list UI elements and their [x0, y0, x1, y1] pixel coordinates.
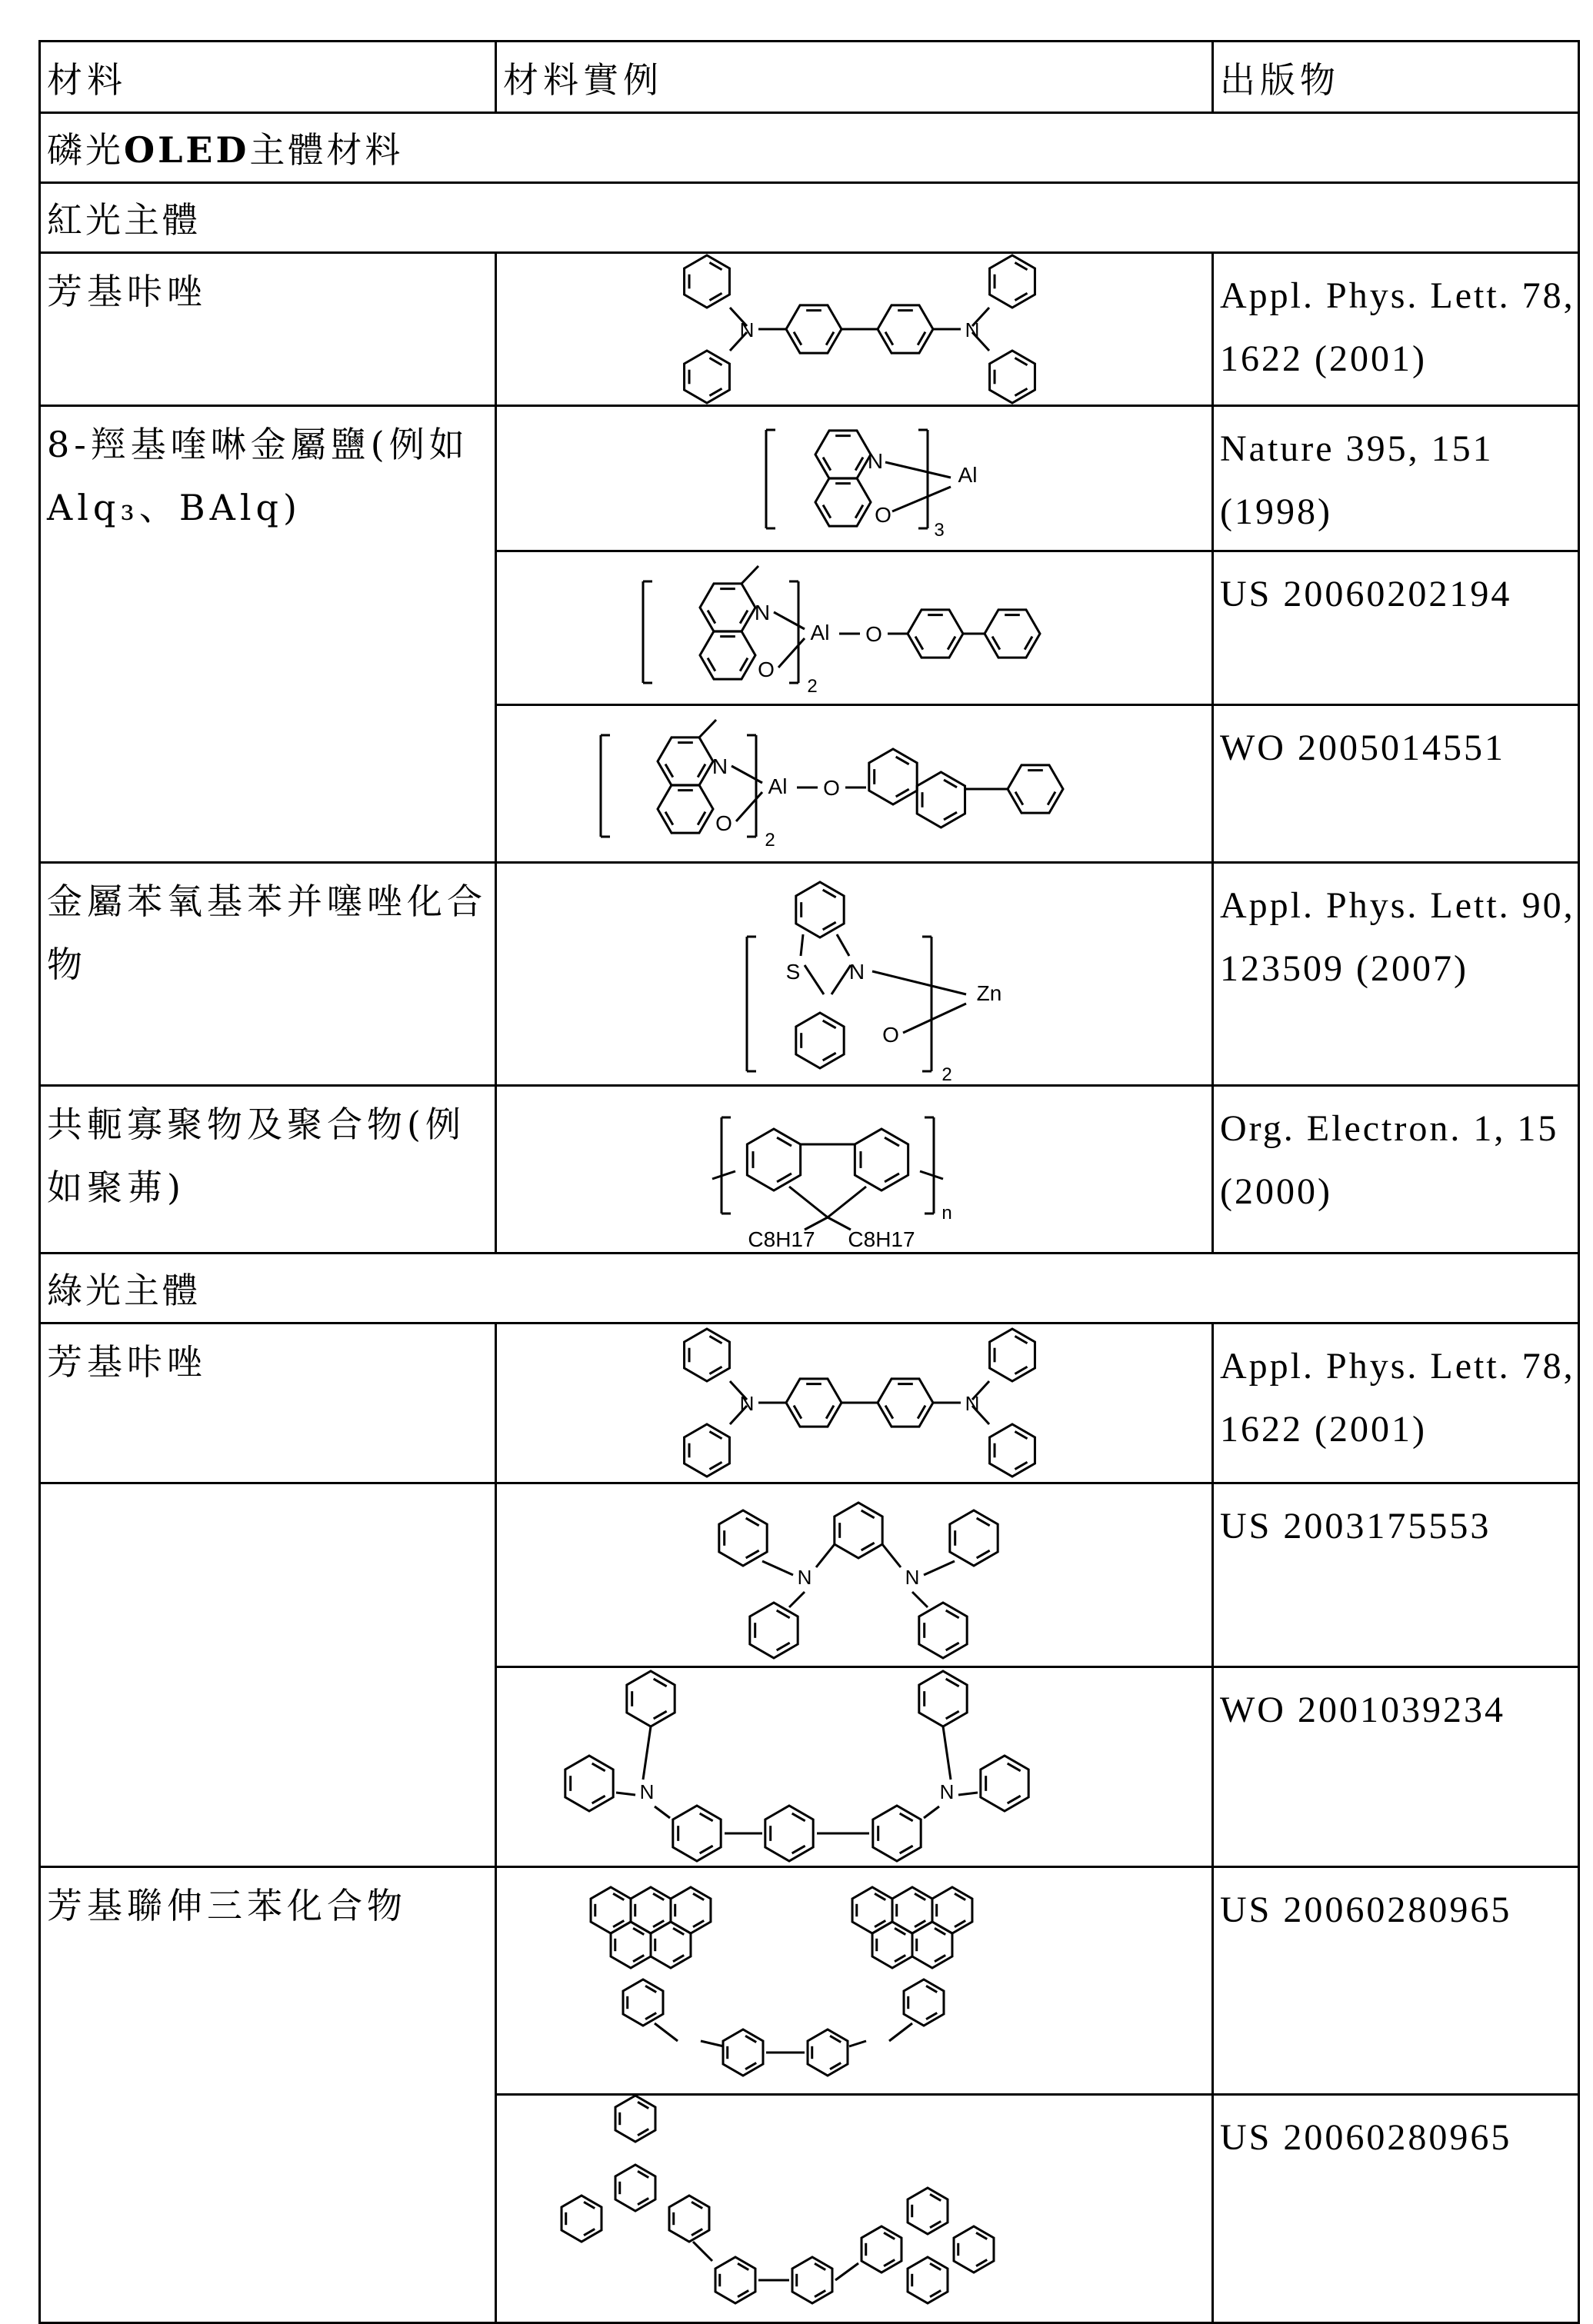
- benzene-ring: [990, 1329, 1035, 1381]
- benzene-ring: [990, 255, 1035, 308]
- publication-cell: Appl. Phys. Lett. 90, 123509 (2007): [1213, 863, 1579, 1086]
- atom-label-N: N: [965, 1392, 980, 1415]
- subsection-green-host: 綠光主體: [40, 1254, 1579, 1323]
- bond: [616, 1793, 635, 1795]
- benzene-ring: [786, 1379, 841, 1427]
- structure-triphenylene-2: [496, 2095, 1213, 2323]
- atom-label-N: N: [798, 1566, 812, 1589]
- structure-balq: [496, 551, 1213, 705]
- bond: [655, 2023, 678, 2041]
- header-material: 材料: [40, 42, 496, 113]
- atom-label-Al: Al: [811, 621, 830, 644]
- header-row: [40, 42, 1579, 113]
- bond: [920, 1171, 943, 1179]
- bond: [872, 971, 966, 994]
- structure-cbp: [496, 253, 1213, 406]
- atom-label-three: 3: [934, 520, 944, 541]
- atom-label-N: N: [905, 1566, 920, 1589]
- publication-cell: Appl. Phys. Lett. 78, 1622 (2001): [1213, 253, 1579, 406]
- benzene-ring: [908, 610, 963, 658]
- section-suffix: 主體材料: [249, 129, 403, 171]
- bond: [701, 2041, 724, 2046]
- structure-triphenylene-1: [496, 1867, 1213, 2095]
- atom-label-N: N: [712, 754, 728, 778]
- section-bold: OLED: [124, 129, 249, 171]
- benzene-ring: [912, 1922, 952, 1968]
- publication-cell: US 20060202194: [1213, 551, 1579, 705]
- benzene-ring: [623, 1979, 663, 2026]
- bond: [732, 766, 762, 783]
- benzene-ring: [985, 610, 1040, 658]
- benzene-ring: [565, 1756, 613, 1811]
- table-row: [40, 1086, 1579, 1254]
- benzene-ring: [878, 305, 933, 353]
- section-row: [40, 113, 1579, 183]
- oled-host-materials-table: [38, 40, 1580, 2324]
- bond: [742, 566, 758, 584]
- benzene-ring: [792, 2257, 832, 2303]
- atom-label-O: O: [865, 622, 882, 646]
- benzene-ring: [750, 1603, 798, 1658]
- bond: [892, 487, 951, 511]
- benzene-ring: [808, 2029, 848, 2076]
- benzene-ring: [869, 749, 917, 804]
- publication-cell: US 2003175553: [1213, 1483, 1579, 1667]
- benzene-ring: [715, 2257, 755, 2303]
- atom-label-two: 2: [765, 830, 775, 851]
- material-cell: 芳基咔唑: [40, 1323, 496, 1483]
- benzene-ring: [1008, 765, 1063, 813]
- benzene-ring: [981, 1756, 1028, 1811]
- benzene-ring: [651, 1922, 691, 1968]
- publication-cell: Appl. Phys. Lett. 78, 1622 (2001): [1213, 1323, 1579, 1483]
- atom-label-O: O: [823, 776, 840, 800]
- atom-label-Zn: Zn: [977, 981, 1002, 1005]
- atom-label-alkyl: C8H17: [748, 1227, 815, 1251]
- atom-label-N: N: [640, 1780, 655, 1803]
- subsection-red-host: 紅光主體: [40, 183, 1579, 253]
- structure-alq3: [496, 406, 1213, 551]
- bond: [924, 1561, 955, 1575]
- table-row: [40, 406, 1579, 551]
- benzene-ring: [878, 1379, 933, 1427]
- bond: [837, 934, 849, 956]
- benzene-ring: [719, 1510, 767, 1566]
- benzene-ring: [669, 2196, 709, 2242]
- publication-cell: US 20060280965: [1213, 2095, 1579, 2323]
- structure-cbp: [496, 1323, 1213, 1483]
- bond: [816, 1544, 835, 1567]
- benzene-ring: [747, 1129, 800, 1190]
- bond: [778, 638, 805, 668]
- atom-label-N: N: [740, 1392, 755, 1415]
- bond: [736, 792, 762, 821]
- benzene-ring: [861, 2226, 901, 2272]
- table-row: [40, 863, 1579, 1086]
- material-cell-empty: [40, 1483, 496, 1867]
- bond: [912, 1592, 928, 1607]
- benzene-ring: [615, 2096, 655, 2142]
- publication-cell: WO 2001039234: [1213, 1667, 1579, 1867]
- benzene-ring: [917, 772, 965, 827]
- bond: [849, 2041, 866, 2046]
- benzene-ring: [835, 1503, 882, 1558]
- benzene-ring: [919, 1603, 967, 1658]
- atom-label-Al: Al: [958, 463, 978, 487]
- benzene-ring: [815, 431, 871, 478]
- bond: [643, 1726, 651, 1780]
- atom-label-n: n: [941, 1203, 951, 1224]
- publication-cell: WO 2005014551: [1213, 705, 1579, 863]
- benzene-ring: [873, 1806, 921, 1861]
- benzene-ring: [700, 584, 755, 631]
- benzene-ring: [685, 255, 730, 308]
- material-cell: 金屬苯氧基苯并噻唑化合物: [40, 863, 496, 1086]
- benzene-ring: [855, 1129, 908, 1190]
- bond: [831, 965, 851, 994]
- benzene-ring: [673, 1806, 721, 1861]
- atom-label-N: N: [755, 601, 770, 624]
- bond: [655, 1806, 670, 1818]
- benzene-ring: [786, 305, 841, 353]
- structure-mcp: [496, 1483, 1213, 1667]
- benzene-ring: [685, 351, 730, 403]
- benzene-ring: [615, 2165, 655, 2211]
- benzene-ring: [908, 2257, 948, 2303]
- publication-cell: Org. Electron. 1, 15 (2000): [1213, 1086, 1579, 1254]
- bond: [762, 1561, 793, 1575]
- structure-biphenyl-carbazole: [496, 1667, 1213, 1867]
- table-row: [40, 253, 1579, 406]
- structure-zn-benzothiazole: [496, 863, 1213, 1086]
- bond: [789, 1187, 828, 1217]
- benzene-ring: [990, 1424, 1035, 1477]
- bond: [801, 934, 803, 956]
- bond: [774, 612, 805, 629]
- bond: [693, 2242, 712, 2261]
- atom-label-alkyl: C8H17: [848, 1227, 915, 1251]
- benzene-ring: [954, 2226, 994, 2272]
- benzene-ring: [562, 2196, 602, 2242]
- bond: [712, 1171, 735, 1179]
- atom-label-S: S: [786, 960, 801, 984]
- atom-label-Al: Al: [768, 774, 788, 798]
- structure-balq-naphthyl: [496, 705, 1213, 863]
- bond: [882, 1544, 901, 1567]
- bond: [958, 1793, 978, 1795]
- bond: [943, 1726, 951, 1780]
- benzene-ring: [872, 1922, 912, 1968]
- bond: [903, 1004, 966, 1033]
- atom-label-N: N: [940, 1780, 955, 1803]
- material-cell: 芳基聯伸三苯化合物: [40, 1867, 496, 2323]
- bond: [805, 965, 824, 994]
- table-row: [40, 1323, 1579, 1483]
- benzene-ring: [658, 785, 713, 833]
- benzene-ring: [685, 1329, 730, 1381]
- atom-label-O: O: [882, 1023, 899, 1047]
- atom-label-O: O: [875, 503, 891, 527]
- atom-label-N: N: [740, 318, 755, 341]
- atom-label-N: N: [849, 960, 865, 984]
- structure-polyfluorene: [496, 1086, 1213, 1254]
- header-example: 材料實例: [496, 42, 1213, 113]
- atom-label-N: N: [965, 318, 980, 341]
- header-publication: 出版物: [1213, 42, 1579, 113]
- bond: [835, 2263, 858, 2280]
- benzene-ring: [815, 478, 871, 526]
- benzene-ring: [904, 1979, 944, 2026]
- atom-label-O: O: [715, 811, 732, 835]
- bond: [885, 462, 951, 478]
- benzene-ring: [796, 1013, 844, 1068]
- benzene-ring: [658, 737, 713, 785]
- bond: [789, 1592, 805, 1607]
- atom-label-two: 2: [807, 676, 817, 697]
- benzene-ring: [919, 1671, 967, 1726]
- atom-label-O: O: [758, 658, 775, 681]
- benzene-ring: [685, 1424, 730, 1477]
- section-title: [40, 113, 1579, 183]
- atom-label-two: 2: [941, 1064, 951, 1084]
- benzene-ring: [723, 2029, 763, 2076]
- benzene-ring: [990, 351, 1035, 403]
- bond: [924, 1806, 939, 1818]
- table-row: [40, 1867, 1579, 2095]
- benzene-ring: [765, 1806, 813, 1861]
- benzene-ring: [950, 1510, 998, 1566]
- table-row: [40, 1483, 1579, 1667]
- atom-label-N: N: [868, 449, 883, 473]
- benzene-ring: [796, 882, 844, 937]
- section-prefix: 磷光: [47, 129, 124, 171]
- bond: [889, 2023, 912, 2041]
- material-cell: 共軛寡聚物及聚合物(例如聚茀): [40, 1086, 496, 1254]
- material-cell: 8-羥基喹啉金屬鹽(例如Alq₃、BAlq): [40, 406, 496, 863]
- benzene-ring: [908, 2188, 948, 2234]
- material-cell: 芳基咔唑: [40, 253, 496, 406]
- benzene-ring: [700, 631, 755, 679]
- publication-cell: US 20060280965: [1213, 1867, 1579, 2095]
- bond: [699, 720, 716, 737]
- bond: [828, 1187, 866, 1217]
- benzene-ring: [611, 1922, 651, 1968]
- publication-cell: Nature 395, 151 (1998): [1213, 406, 1579, 551]
- benzene-ring: [627, 1671, 675, 1726]
